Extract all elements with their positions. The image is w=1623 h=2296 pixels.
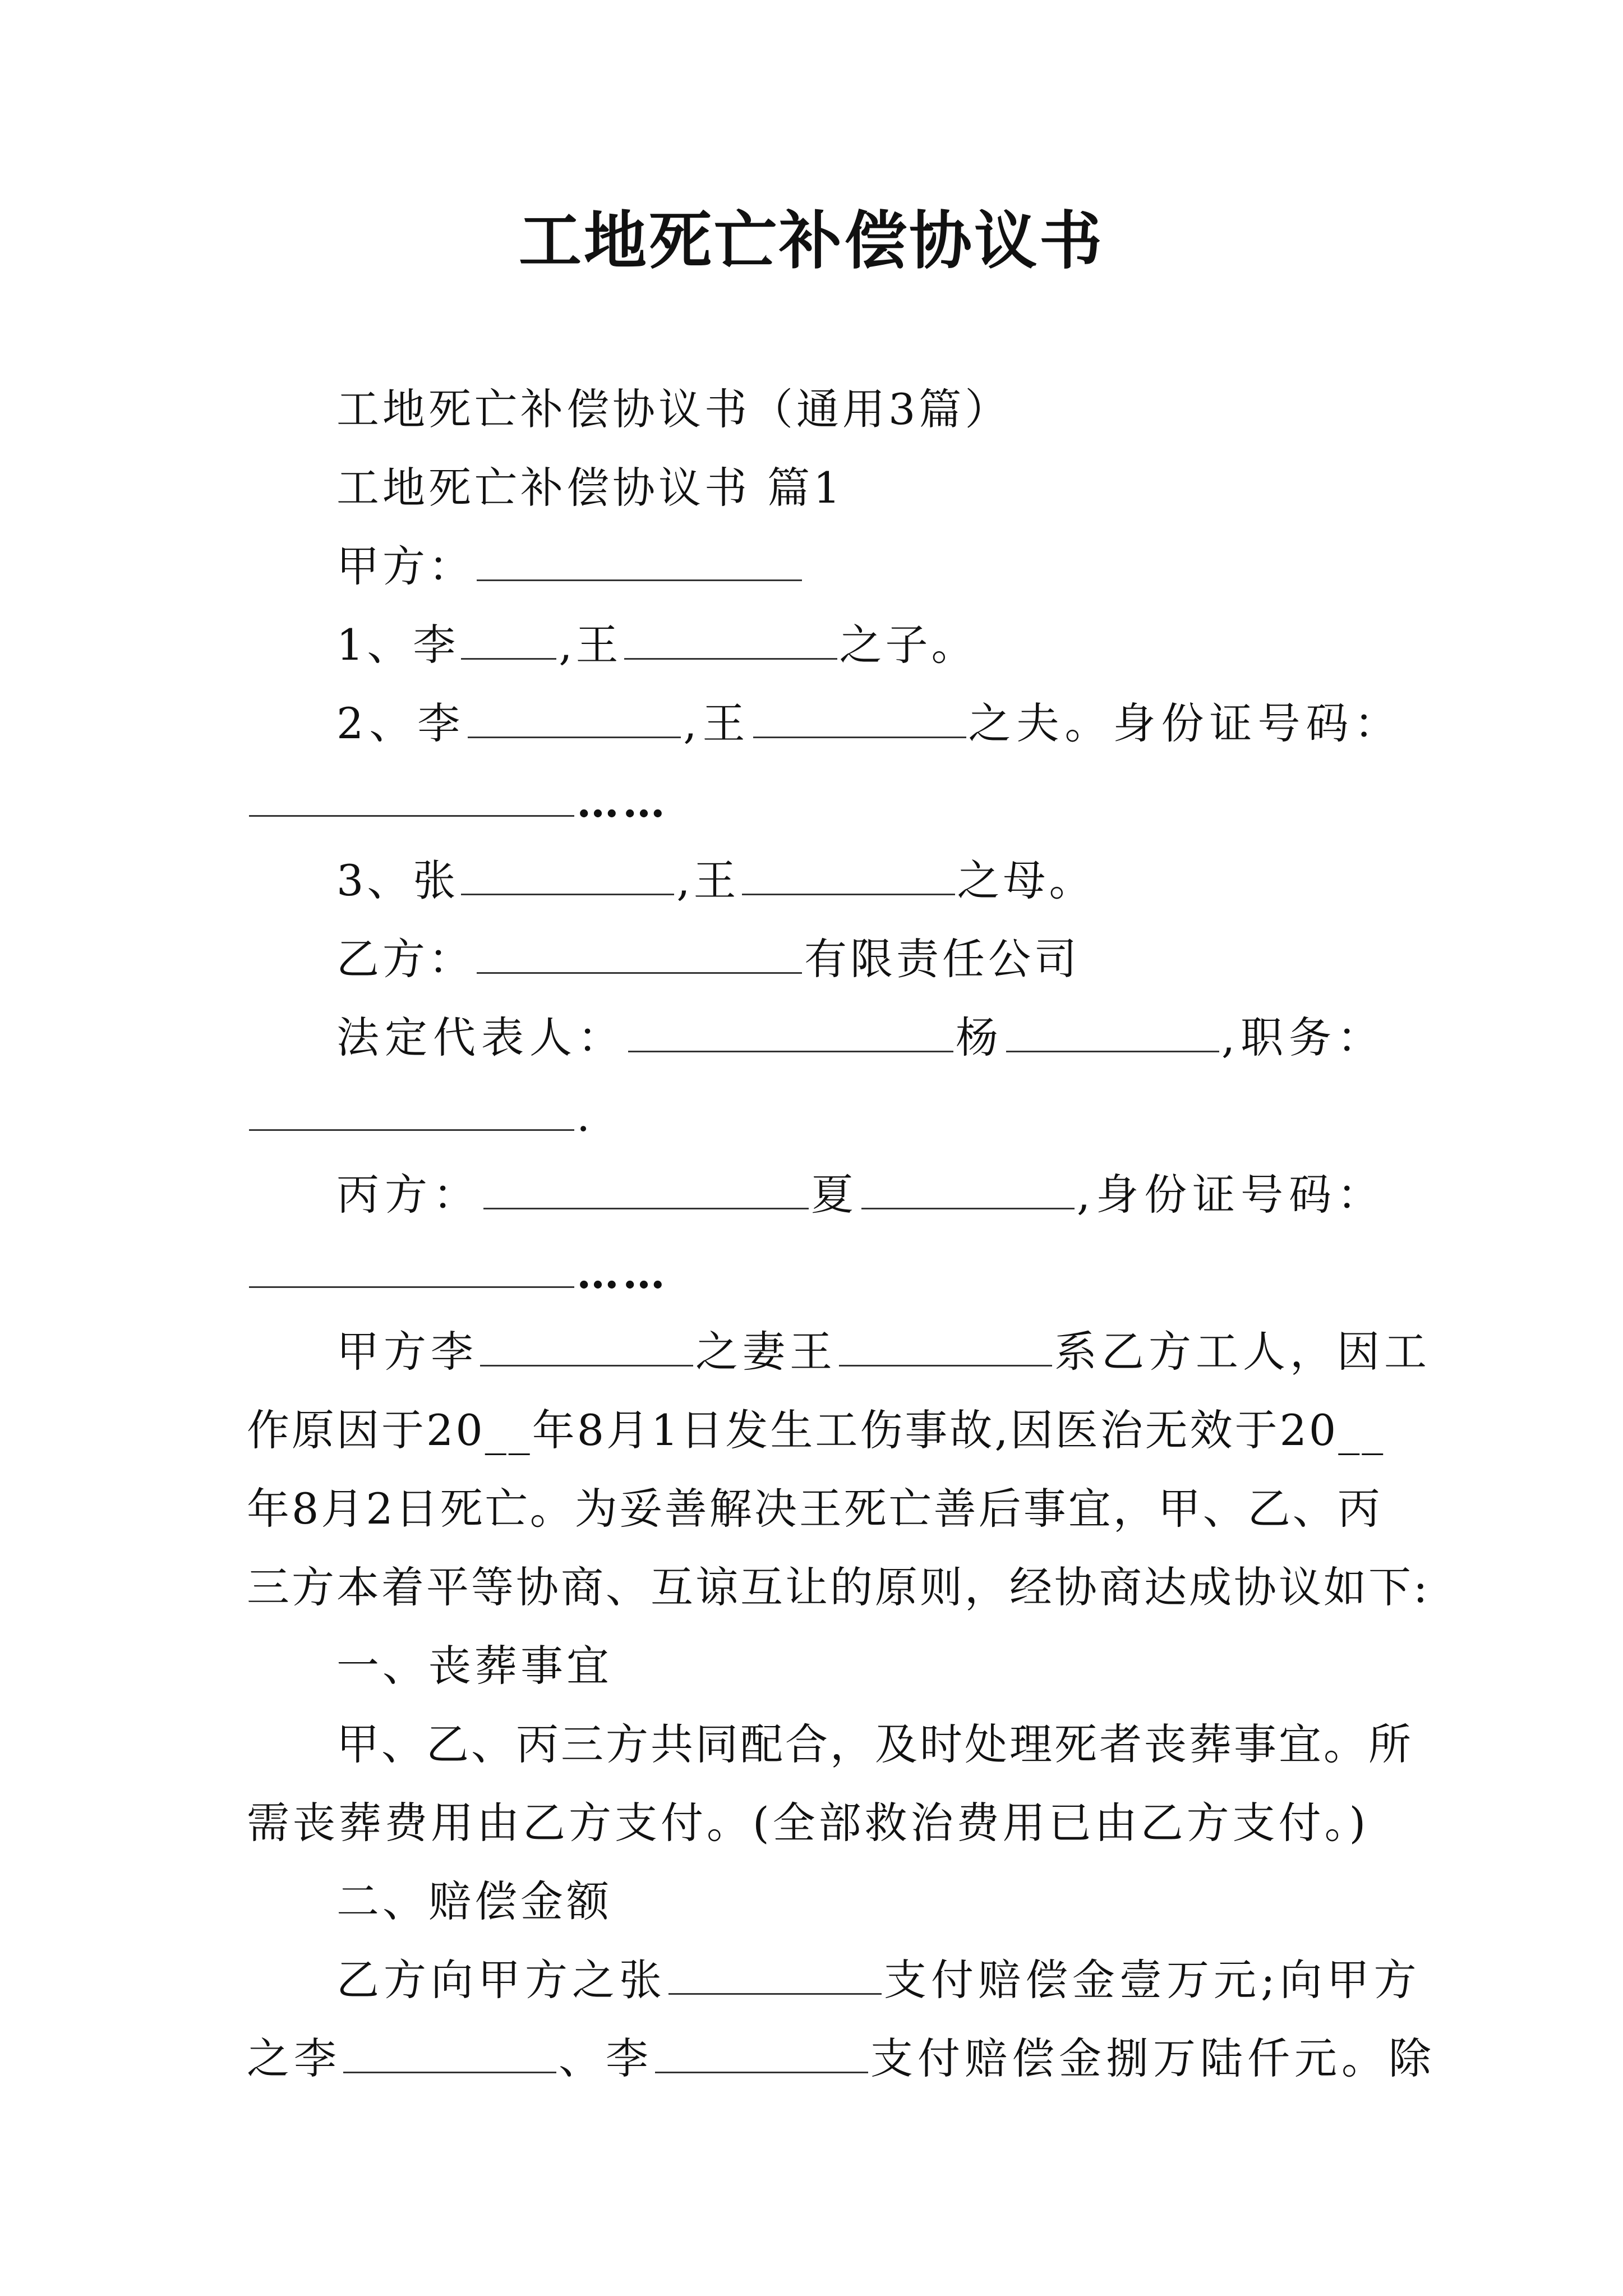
fill-blank: [477, 540, 802, 581]
party-a-item-1: [247, 617, 1380, 673]
fill-blank: [483, 1168, 809, 1209]
ellipsis-text: ……: [577, 1248, 668, 1298]
party-b-label: 乙方：: [336, 934, 474, 984]
paragraph-line: 三方本着平等协商、互谅互让的原则，经协商达成协议如下:: [247, 1562, 1430, 1612]
section-heading-text: 工地死亡补偿协议书 篇1: [336, 463, 844, 513]
subtitle-text: 工地死亡补偿协议书（通用3篇）: [336, 384, 1011, 434]
party-a-label: 甲方：: [336, 541, 474, 591]
item-text: 之夫。身份证号码：: [968, 698, 1403, 748]
fill-blank: [477, 933, 802, 974]
item-text: 2、李: [336, 698, 466, 748]
paragraph-text: 之妻王: [695, 1327, 837, 1377]
company-text: 有限责任公司: [804, 934, 1080, 984]
document-title: 工地死亡补偿协议书: [519, 204, 1104, 278]
legal-rep-line: [247, 1010, 1386, 1066]
fill-blank: [468, 697, 681, 738]
paragraph-text: 、李: [559, 2033, 653, 2083]
party-c-line: [247, 1167, 1386, 1223]
item-text: 3、张: [336, 855, 459, 905]
paragraph-text: 支付赔偿金捌万陆仟元。除: [870, 2033, 1436, 2083]
fill-blank: [668, 1954, 882, 1995]
fill-blank: [249, 1247, 574, 1288]
paragraph-line: 甲、乙、丙三方共同配合，及时处理死者丧葬事宜。所: [336, 1719, 1413, 1769]
fill-blank: [753, 697, 966, 738]
fill-blank: [655, 2032, 868, 2073]
paragraph-text: 甲方李: [336, 1327, 478, 1377]
item-text: 之母。: [957, 855, 1095, 905]
fill-blank: [249, 1090, 574, 1131]
legal-rep-label: 法定代表人：: [336, 1013, 626, 1062]
item-text: 杨: [956, 1013, 1004, 1062]
fill-blank: [628, 1011, 953, 1052]
party-b-line: [247, 931, 1380, 987]
item-text: ,职务：: [1221, 1013, 1386, 1062]
clause-heading-funeral: 一、丧葬事宜: [336, 1641, 612, 1691]
party-c-label: 丙方：: [336, 1170, 481, 1220]
subtitle-line: [247, 381, 1380, 438]
item-text: 之子。: [839, 620, 978, 670]
continuation-line: [247, 774, 1380, 830]
item-text: ,王: [683, 698, 751, 748]
paragraph-line: [247, 1324, 1431, 1380]
continuation-line: [247, 1088, 1380, 1144]
continuation-line: [247, 1245, 1380, 1301]
fill-blank: [839, 1326, 1052, 1366]
period-text: .: [577, 1091, 594, 1141]
ellipsis-text: ……: [577, 777, 668, 827]
item-text: 1、李: [336, 620, 459, 670]
clause-heading-compensation: 二、赔偿金额: [336, 1876, 612, 1926]
fill-blank: [461, 619, 556, 660]
fill-blank: [624, 619, 837, 660]
fill-blank: [461, 854, 674, 895]
fill-blank: [742, 854, 955, 895]
item-text: 夏: [811, 1170, 859, 1220]
paragraph-line: [247, 2031, 1436, 2087]
paragraph-text: 系乙方工人，因工: [1054, 1327, 1431, 1377]
fill-blank: [249, 776, 574, 817]
paragraph-line: 需丧葬费用由乙方支付。(全部救治费用已由乙方支付。): [247, 1798, 1370, 1848]
fill-blank: [861, 1168, 1075, 1209]
paragraph-line: 作原因于20__年8月1日发生工伤事故,因医治无效于20__: [247, 1405, 1386, 1455]
paragraph-text: 之李: [247, 2033, 341, 2083]
item-text: ,王: [559, 620, 622, 670]
fill-blank: [1006, 1011, 1219, 1052]
fill-blank: [343, 2032, 556, 2073]
section-heading: [247, 460, 1380, 516]
paragraph-text: 乙方向甲方之张: [336, 1955, 666, 2005]
paragraph-text: 支付赔偿金壹万元;向甲方: [884, 1955, 1421, 2005]
party-a-line: [247, 539, 1380, 595]
party-a-item-3: [247, 853, 1380, 909]
item-text: ,身份证号码：: [1077, 1170, 1386, 1220]
fill-blank: [480, 1326, 693, 1366]
party-a-item-2: [247, 696, 1403, 752]
paragraph-line: 年8月2日死亡。为妥善解决王死亡善后事宜，甲、乙、丙: [247, 1484, 1382, 1534]
item-text: ,王: [676, 855, 740, 905]
paragraph-line: [247, 1952, 1421, 2008]
